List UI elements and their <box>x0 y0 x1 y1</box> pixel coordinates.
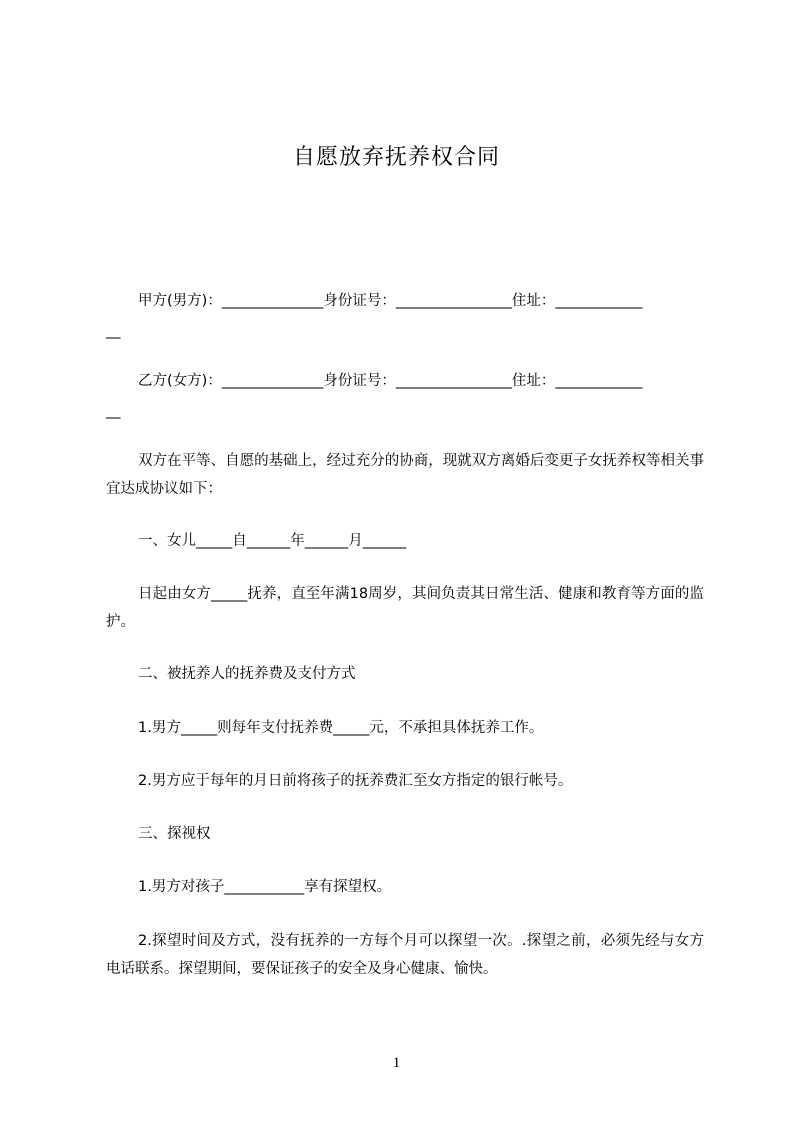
clause2-item-2: 2.男方应于每年的月日前将孩子的抚养费汇至女方指定的银行帐号。 <box>138 773 573 789</box>
party-b-line: 乙方(女方)：______________身份证号：________________住址：____________ <box>138 373 643 389</box>
clause3-item-1: 1.男方对孩子___________享有探望权。 <box>138 879 392 895</box>
party-b-line-continuation: __ <box>106 403 121 419</box>
document-title: 自愿放弃抚养权合同 <box>292 145 500 170</box>
party-a-line-continuation: __ <box>106 323 121 339</box>
intro-paragraph: 双方在平等、自愿的基础上，经过充分的协商，现就双方离婚后变更子女抚养权等相关事宜达成协议如下： <box>106 453 704 497</box>
clause3-heading: 三、探视权 <box>138 826 211 842</box>
clause2-item-1: 1.男方_____则每年支付抚养费_____元，不承担具体抚养工作。 <box>138 720 544 736</box>
clause3-item-2: 2.探望时间及方式，没有抚养的一方每个月可以探望一次。.探望之前，必须先经与女方电话联系。探望期间，要保证孩子的安全及身心健康、愉快。 <box>106 933 704 977</box>
page-number: 1 <box>392 1055 401 1071</box>
clause2-heading: 二、被抚养人的抚养费及支付方式 <box>138 666 356 682</box>
party-a-line: 甲方(男方)：______________身份证号：________________住址：____________ <box>138 293 643 309</box>
clause1-body: 日起由女方_____抚养，直至年满18周岁，其间负责其日常生活、健康和教育等方面的监护。 <box>106 586 704 630</box>
clause1-heading: 一、女儿_____自______年______月______ <box>138 533 407 549</box>
